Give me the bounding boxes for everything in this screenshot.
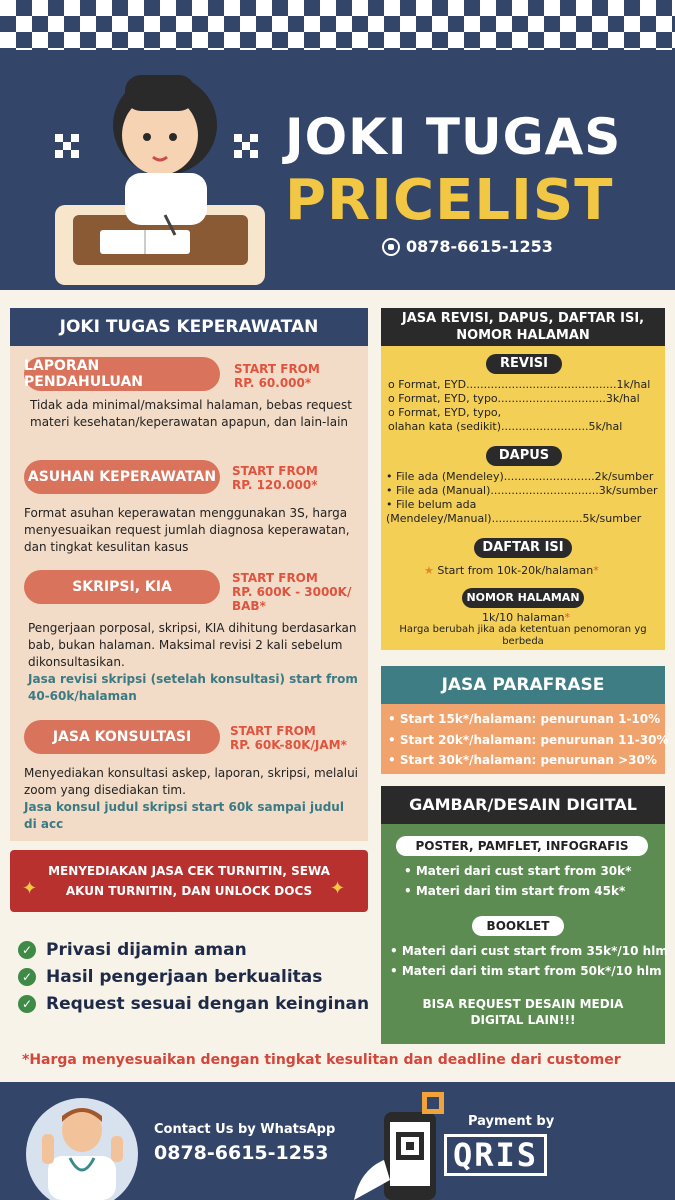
booklet-item: • Materi dari cust start from 35k*/10 hlm xyxy=(390,944,668,958)
sparkle-icon: ✦ xyxy=(22,878,38,899)
phone-qr-illustration xyxy=(348,1092,444,1200)
service-price-skripsi: START FROM RP. 600K - 3000K/ BAB* xyxy=(232,571,352,613)
turnitin-banner: MENYEDIAKAN JASA CEK TURNITIN, SEWA AKUN TURNITIN, DAN UNLOCK DOCS xyxy=(10,850,368,912)
contact-number[interactable]: 0878-6615-1253 xyxy=(154,1142,329,1164)
footer xyxy=(0,1082,675,1200)
service-price-konsultasi: START FROM RP. 60K-80K/JAM* xyxy=(230,724,347,752)
sparkle-icon: ✦ xyxy=(330,878,346,899)
revisi-line: o Format, EYD, typo, xyxy=(388,406,502,419)
whatsapp-icon xyxy=(382,238,400,256)
service-pill-laporan: LAPORAN PENDAHULUAN xyxy=(24,357,220,391)
nomor-halaman-text: 1k/10 halaman* xyxy=(482,611,571,624)
benefit-item: ✓ Request sesuai dengan keinginan xyxy=(18,994,369,1014)
service-note-konsultasi: Jasa konsul judul skripsi start 60k sampai judul di acc xyxy=(24,800,344,831)
service-pill-asuhan: ASUHAN KEPERAWATAN xyxy=(24,460,220,494)
revisi-title: REVISI xyxy=(486,354,562,374)
booklet-item: • Materi dari tim start from 50k*/10 hlm xyxy=(390,964,662,978)
poster-item: • Materi dari cust start from 30k* xyxy=(404,864,632,878)
service-desc-asuhan: Format asuhan keperawatan menggunakan 3S, harga menyesuaikan request jumlah diagnosa keperawatan, dan tingkat kesulitan kasus xyxy=(24,506,350,554)
price-footnote: *Harga menyesuaikan dengan tingkat kesulitan dan deadline dari customer xyxy=(22,1052,621,1068)
doctor-illustration xyxy=(26,1094,138,1200)
revisi-line: o Format, EYD...........................................1k/hal xyxy=(388,378,651,391)
desain-heading: GAMBAR/DESAIN DIGITAL xyxy=(381,786,665,824)
daftar-isi-title: DAFTAR ISI xyxy=(474,538,572,558)
checkered-banner xyxy=(0,0,675,50)
header-phone[interactable] xyxy=(382,237,553,256)
service-price-laporan: START FROM RP. 60.000* xyxy=(234,362,320,390)
poster-title: POSTER, PAMFLET, INFOGRAFIS xyxy=(396,836,648,856)
header xyxy=(0,50,675,290)
dapus-line: • File ada (Manual)...............................3k/sumber xyxy=(386,484,658,497)
parafrase-item: • Start 30k*/halaman: penurunan >30% xyxy=(388,753,657,767)
parafrase-heading: JASA PARAFRASE xyxy=(381,666,665,704)
star-icon: ★ xyxy=(424,564,434,577)
dapus-title: DAPUS xyxy=(486,446,562,466)
service-pill-skripsi: SKRIPSI, KIA xyxy=(24,570,220,604)
service-desc-laporan: Tidak ada minimal/maksimal halaman, bebas request materi kesehatan/keperawatan apapun, dan lain-lain xyxy=(30,398,352,429)
service-desc-konsultasi: Menyediakan konsultasi askep, laporan, skripsi, melalui zoom yang disediakan tim. Jasa konsul judul skripsi start 60k sampai judul di acc xyxy=(24,766,359,831)
parafrase-item: • Start 20k*/halaman: penurunan 11-30% xyxy=(388,733,669,747)
check-icon: ✓ xyxy=(18,941,36,959)
revisi-heading: JASA REVISI, DAPUS, DAFTAR ISI, NOMOR HALAMAN xyxy=(381,308,665,346)
title-pricelist: PRICELIST xyxy=(285,168,614,233)
revisi-line: olahan kata (sedikit).........................5k/hal xyxy=(388,420,623,433)
check-icon: ✓ xyxy=(18,995,36,1013)
nomor-halaman-title: NOMOR HALAMAN xyxy=(462,588,584,608)
poster-item: • Materi dari tim start from 45k* xyxy=(404,884,626,898)
service-pill-konsultasi: JASA KONSULTASI xyxy=(24,720,220,754)
dapus-line: • File ada (Mendeley)..........................2k/sumber xyxy=(386,470,654,483)
header-phone-number: 0878-6615-1253 xyxy=(406,237,553,256)
check-icon: ✓ xyxy=(18,968,36,986)
benefit-item: ✓ Hasil pengerjaan berkualitas xyxy=(18,967,322,987)
payment-label: Payment by xyxy=(468,1114,555,1129)
pixel-square-icon xyxy=(234,134,258,158)
revisi-line: o Format, EYD, typo...............................3k/hal xyxy=(388,392,640,405)
benefit-item: ✓ Privasi dijamin aman xyxy=(18,940,247,960)
qris-logo: QRIS xyxy=(444,1134,547,1176)
keperawatan-heading: JOKI TUGAS KEPERAWATAN xyxy=(10,308,368,346)
dapus-line: • File belum ada xyxy=(386,498,477,511)
contact-label: Contact Us by WhatsApp xyxy=(154,1122,336,1137)
service-price-asuhan: START FROM RP. 120.000* xyxy=(232,464,318,492)
service-note-skripsi: Jasa revisi skripsi (setelah konsultasi) start from 40-60k/halaman xyxy=(28,672,358,703)
booklet-title: BOOKLET xyxy=(472,916,564,936)
pixel-square-icon xyxy=(55,134,79,158)
parafrase-item: • Start 15k*/halaman: penurunan 1-10% xyxy=(388,712,661,726)
desain-note: BISA REQUEST DESAIN MEDIA DIGITAL LAIN!!! xyxy=(422,997,624,1027)
dapus-line: (Mendeley/Manual)..........................5k/sumber xyxy=(386,512,642,525)
nomor-halaman-note: Harga berubah jika ada ketentuan penomoran yg berbeda xyxy=(399,624,647,647)
daftar-isi-text: ★ Start from 10k-20k/halaman* xyxy=(424,564,599,577)
nurse-illustration xyxy=(55,65,265,285)
title-joki-tugas: JOKI TUGAS xyxy=(285,108,622,166)
service-desc-skripsi: Pengerjaan porposal, skripsi, KIA dihitung berdasarkan bab, bukan halaman. Maksimal revisi 2 kali sebelum dikonsultasikan. Jasa revisi skripsi (setelah konsultasi) start from 40-60k/halaman xyxy=(28,621,358,703)
